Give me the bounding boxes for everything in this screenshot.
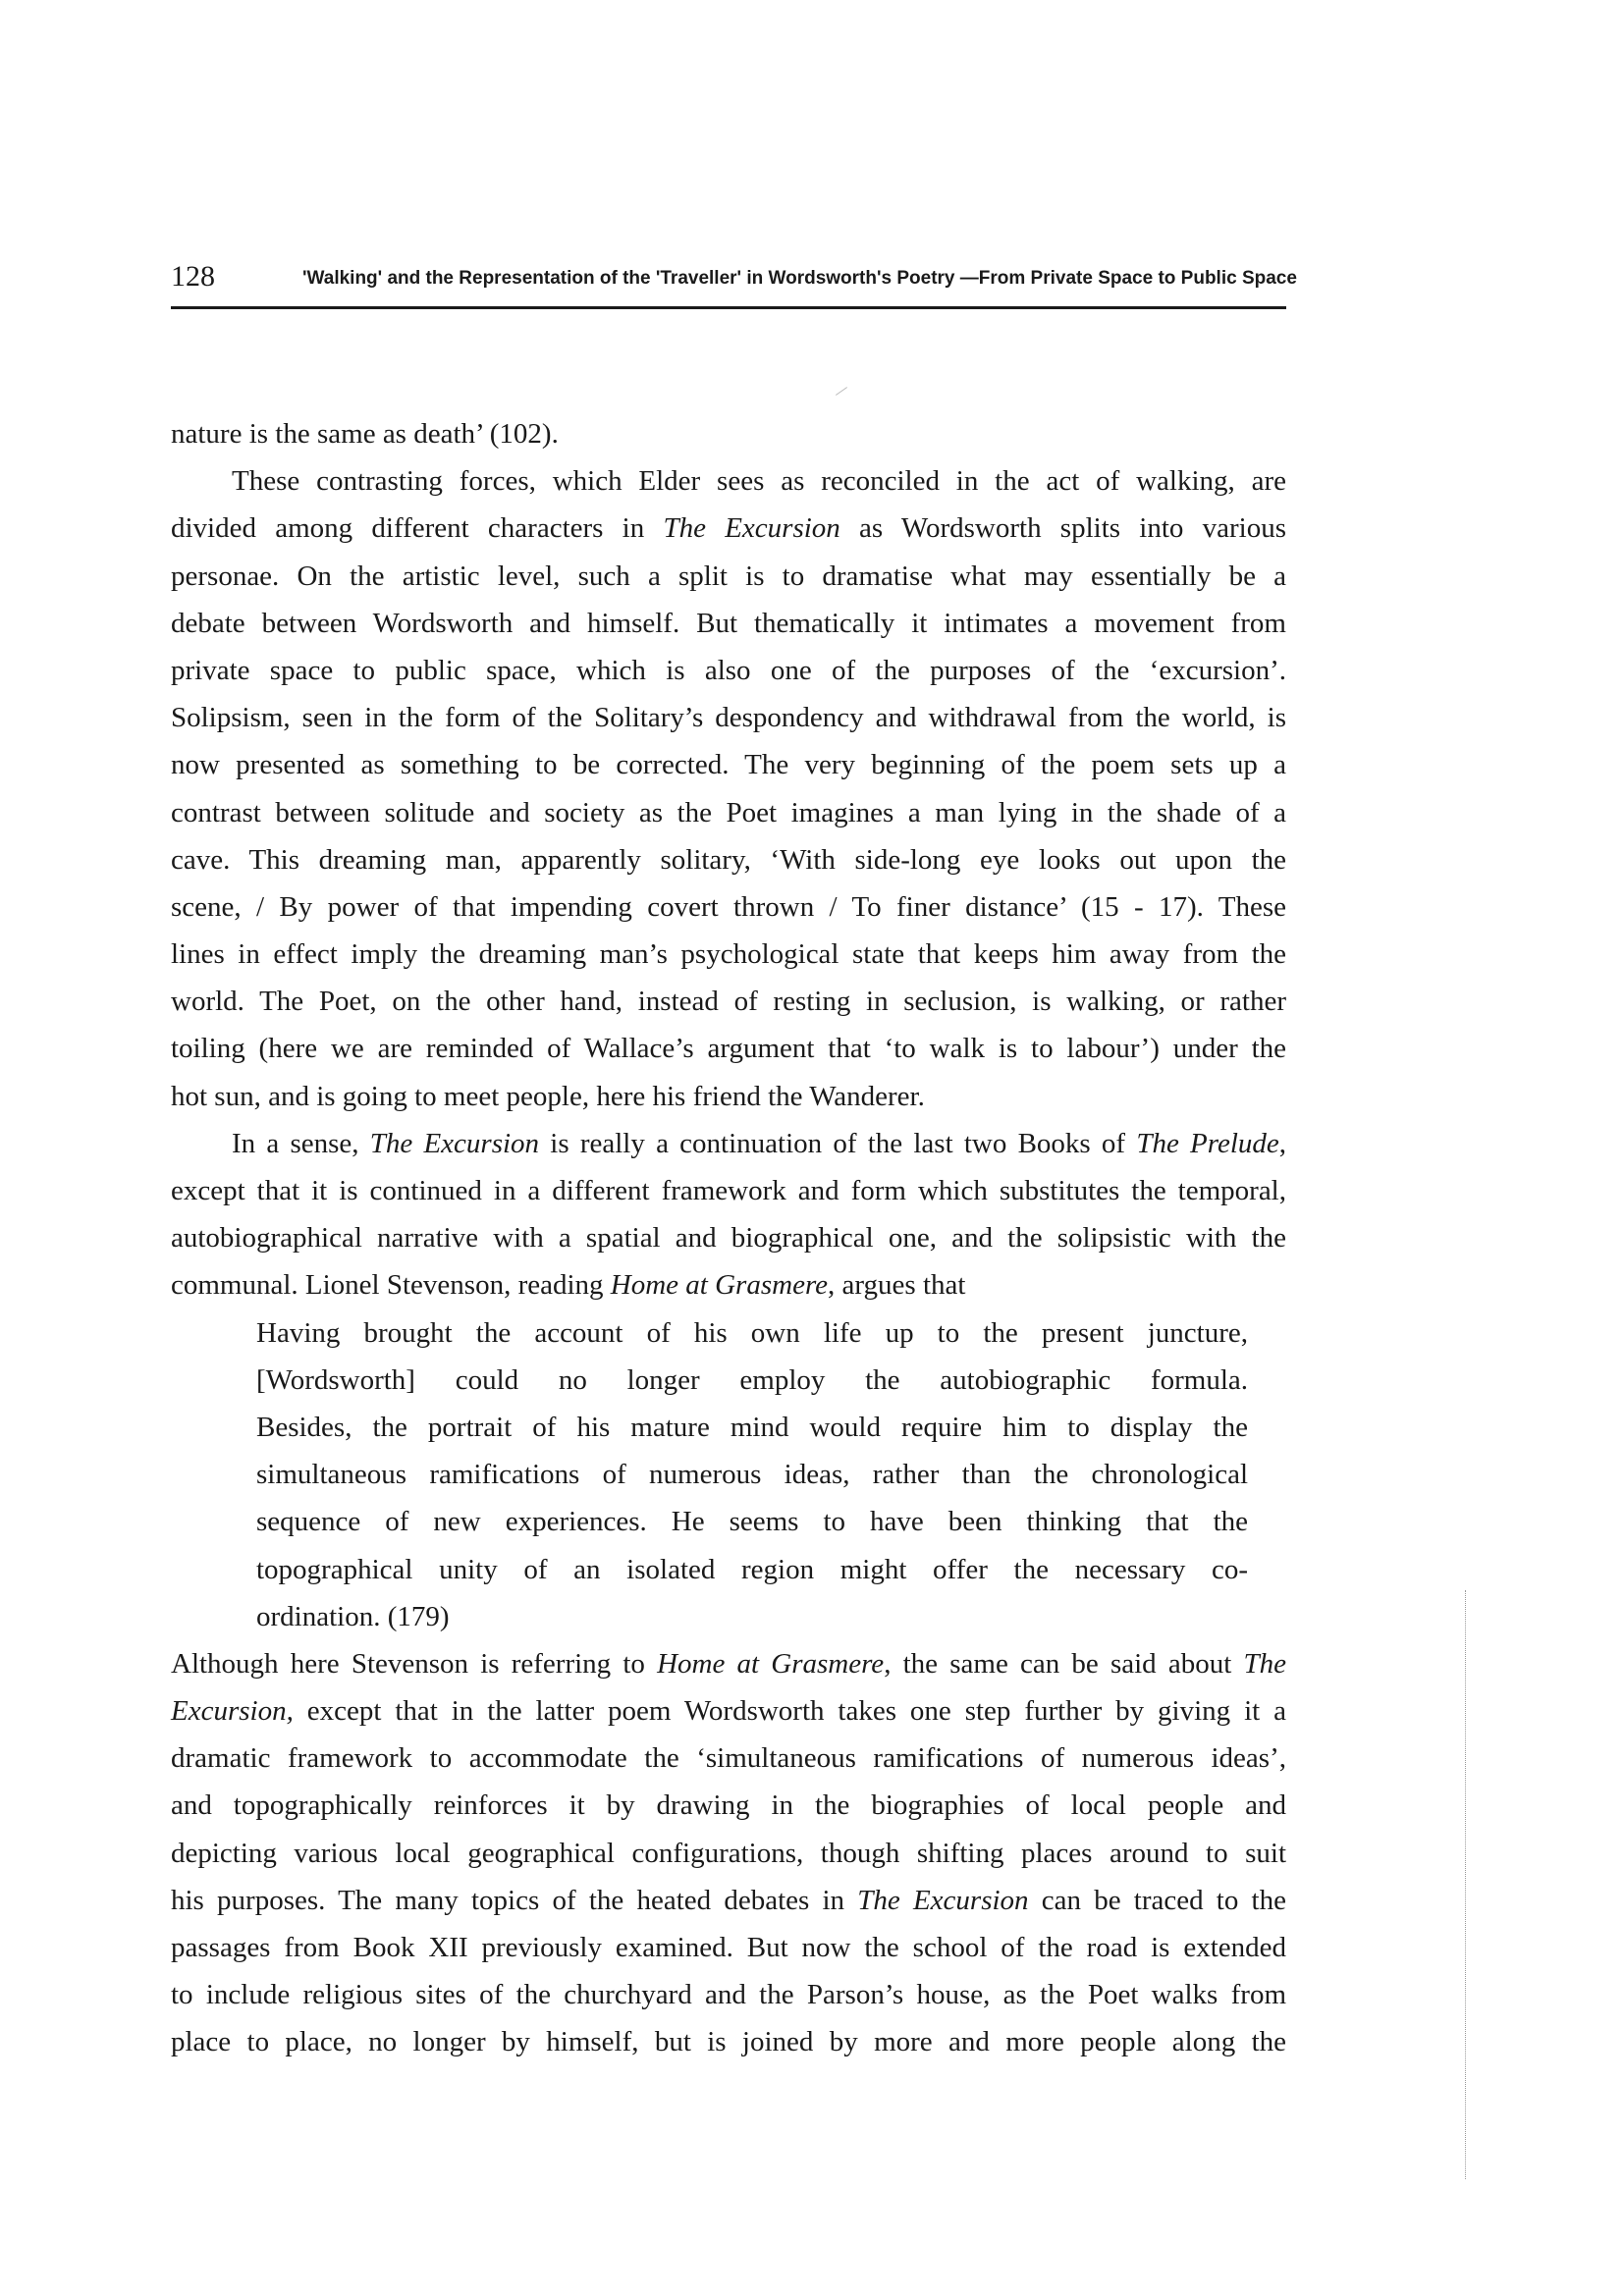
quote-line: Besides, the portrait of his mature mind would require him to display the [256, 1411, 1248, 1443]
text-line: world. The Poet, on the other hand, instead of resting in seclusion, is walking, or rather [171, 986, 1286, 1018]
quote-line: sequence of new experiences. He seems to have been thinking that the [256, 1506, 1248, 1538]
page-number: 128 [171, 260, 215, 293]
text-line: Solipsism, seen in the form of the Solitary’s despondency and withdrawal from the world, is [171, 702, 1286, 734]
text-line: Although here Stevenson is referring to Home at Grasmere, the same can be said about The [171, 1647, 1286, 1680]
text-line: his purposes. The many topics of the heated debates in The Excursion can be traced to the [171, 1884, 1286, 1916]
quote-line: Having brought the account of his own life up to the present juncture, [256, 1316, 1248, 1349]
text-line: now presented as something to be corrected. The very beginning of the poem sets up a [171, 749, 1286, 781]
text-line: cave. This dreaming man, apparently solitary, ‘With side-long eye looks out upon the [171, 843, 1286, 876]
text-line: lines in effect imply the dreaming man’s psychological state that keeps him away from the [171, 938, 1286, 971]
text-line: debate between Wordsworth and himself. But thematically it intimates a movement from [171, 607, 1286, 639]
text-line: autobiographical narrative with a spatial and biographical one, and the solipsistic with the [171, 1222, 1286, 1255]
text-line: contrast between solitude and society as the Poet imagines a man lying in the shade of a [171, 796, 1286, 828]
text-line: personae. On the artistic level, such a split is to dramatise what may essentially be a [171, 560, 1286, 592]
text-line: to include religious sites of the churchyard and the Parson’s house, as the Poet walks from [171, 1979, 1286, 2011]
margin-rule [1465, 1590, 1466, 2179]
text-line: private space to public space, which is also one of the purposes of the ‘excursion’. [171, 654, 1286, 686]
block-quote [171, 1309, 1248, 1640]
quote-line: [Wordsworth] could no longer employ the autobiographic formula. [256, 1363, 1248, 1396]
page-header [171, 257, 1297, 309]
scan-mark [836, 387, 847, 396]
text-line: depicting various local geographical configurations, though shifting places around to suit [171, 1837, 1286, 1869]
text-line: hot sun, and is going to meet people, here his friend the Wanderer. [171, 1080, 925, 1112]
text-line: dramatic framework to accommodate the ‘simultaneous ramifications of numerous ideas’, [171, 1742, 1286, 1775]
running-title: 'Walking' and the Representation of the 'Traveller' in Wordsworth's Poetry —From Private Space to Public Space [302, 268, 1297, 289]
quote-line: topographical unity of an isolated region might offer the necessary co- [256, 1553, 1248, 1585]
quote-line: ordination. (179) [256, 1600, 450, 1632]
quote-line: simultaneous ramifications of numerous ideas, rather than the chronological [256, 1459, 1248, 1491]
text-line: nature is the same as death’ (102). [171, 418, 559, 450]
text-line: passages from Book XII previously examined. But now the school of the road is extended [171, 1932, 1286, 1963]
text-line: toiling (here we are reminded of Wallace’s argument that ‘to walk is to labour’) under the [171, 1033, 1286, 1065]
text-line: In a sense, The Excursion is really a continuation of the last two Books of The Prelude, [232, 1127, 1287, 1159]
text-line: communal. Lionel Stevenson, reading Home at Grasmere, argues that [171, 1269, 966, 1302]
text-line: Excursion, except that in the latter poem Wordsworth takes one step further by giving it a [171, 1695, 1286, 1728]
text-line: place to place, no longer by himself, but is joined by more and more people along the [171, 2026, 1286, 2058]
body-text [171, 410, 1286, 2066]
text-line: scene, / By power of that impending covert thrown / To finer distance’ (15 - 17). These [171, 890, 1286, 923]
text-line: These contrasting forces, which Elder sees as reconciled in the act of walking, are [232, 465, 1286, 498]
text-line: divided among different characters in The Excursion as Wordsworth splits into various [171, 512, 1287, 545]
text-line: except that it is continued in a different framework and form which substitutes the temporal, [171, 1175, 1286, 1206]
text-line: and topographically reinforces it by drawing in the biographies of local people and [171, 1789, 1286, 1822]
